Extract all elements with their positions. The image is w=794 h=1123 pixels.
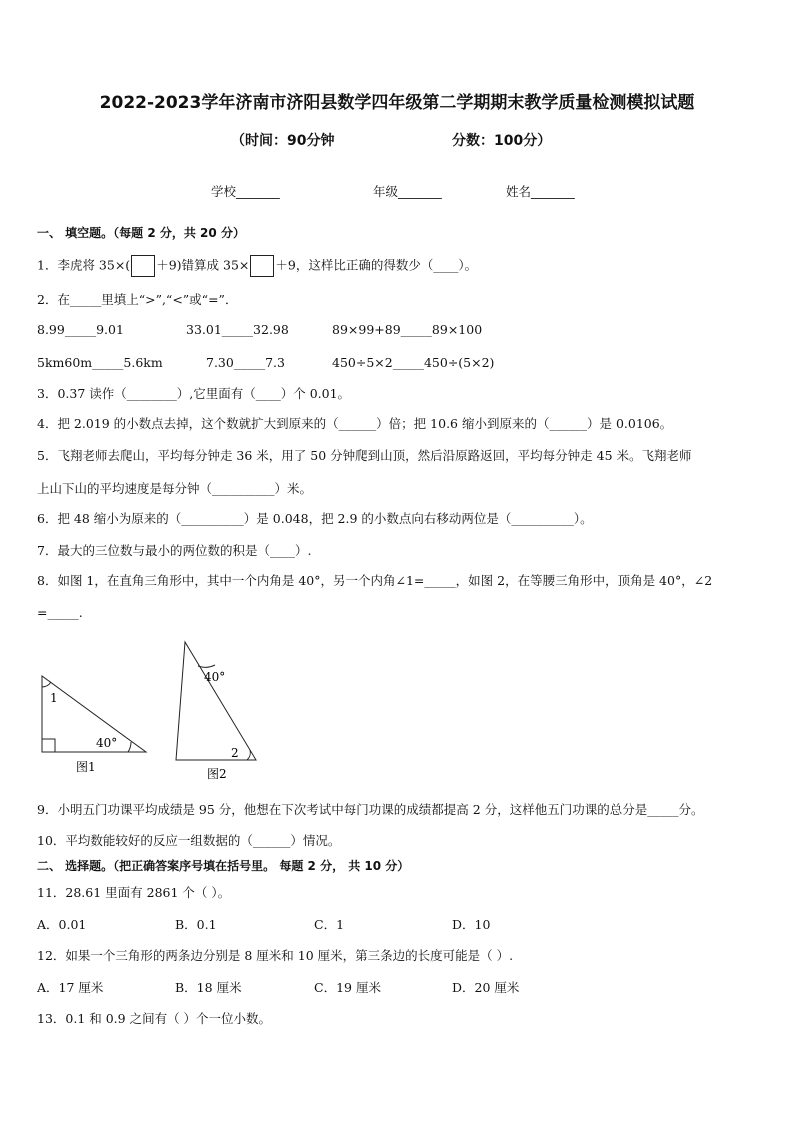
question-11: 11．28.61 里面有 2861 个（ ）。	[37, 885, 231, 900]
question-10: 10．平均数能较好的反应一组数据的（______）情况。	[37, 833, 341, 848]
angle-2-arc	[247, 750, 250, 760]
q2-item: 8.99_____9.01	[37, 322, 124, 337]
right-angle-mark	[42, 739, 55, 752]
exam-score: 分数：100分）	[452, 133, 552, 149]
question-2: 2．在_____里填上“>”,“<”或“=”．	[37, 292, 238, 307]
question-6: 6．把 48 缩小为原来的（__________）是 0.048，把 2.9 的小数点向右移动两位是（__________）。	[37, 511, 593, 526]
figure-1-right-triangle	[42, 676, 146, 774]
school-field: 学校_______	[211, 184, 280, 199]
right-triangle-shape	[42, 676, 146, 752]
q12-option-b: B．18 厘米	[175, 980, 242, 995]
q2-item: 33.01_____32.98	[186, 322, 289, 337]
question-13: 13．0.1 和 0.9 之间有（ ）个一位小数。	[37, 1011, 272, 1026]
question-12: 12．如果一个三角形的两条边分别是 8 厘米和 10 厘米，第三条边的长度可能是（ ）.	[37, 948, 514, 963]
section1-heading: 一、 填空题。（每题 2 分，共 20 分）	[37, 226, 245, 240]
q2-item: 450÷5×2_____450÷(5×2)	[332, 355, 495, 370]
figure-2-isosceles-triangle	[176, 642, 256, 781]
apex-angle-label: 40°	[204, 670, 226, 684]
exam-time: （时间：90分钟	[231, 133, 335, 149]
q12-option-a: A．17 厘米	[37, 980, 104, 995]
question-5-line1: 5．飞翔老师去爬山，平均每分钟走 36 米，用了 50 分钟爬到山顶，然后沿原路返回，平均每分钟走 45 米。飞翔老师	[37, 448, 692, 463]
question-4: 4．把 2.019 的小数点去掉，这个数就扩大到原来的（______）倍；把 10.6 缩小到原来的（______）是 0.0106。	[37, 416, 673, 431]
q11-option-d: D．10	[452, 917, 491, 932]
question-1	[37, 255, 477, 277]
q1-part-b: ＋9)错算成 35×	[156, 257, 250, 273]
angle-1-label: 1	[50, 691, 58, 705]
q2-item: 5km60m_____5.6km	[37, 355, 163, 370]
angle-40-label: 40°	[96, 736, 118, 750]
q11-option-b: B．0.1	[175, 917, 217, 932]
angle-1-arc	[42, 682, 51, 687]
triangle-figures	[30, 636, 280, 786]
q1-part-c: ＋9，这样比正确的得数少（____）。	[275, 257, 478, 273]
question-9: 9．小明五门功课平均成绩是 95 分，他想在下次考试中每门功课的成绩都提高 2 分，这样他五门功课的总分是_____分。	[37, 802, 704, 817]
question-5-line2: 上山下山的平均速度是每分钟（__________）米。	[37, 481, 313, 496]
question-7: 7．最大的三位数与最小的两位数的积是（____）.	[37, 543, 312, 558]
question-8-line2: =_____.	[37, 605, 83, 620]
blank-box	[131, 255, 155, 277]
exam-title: 2022-2023学年济南市济阳县数学四年级第二学期期末教学质量检测模拟试题	[99, 93, 695, 113]
q11-option-c: C．1	[314, 917, 345, 932]
name-field: 姓名_______	[506, 184, 575, 199]
isosceles-triangle-shape	[176, 642, 256, 760]
question-8-line1: 8．如图 1，在直角三角形中，其中一个内角是 40°，另一个内角∠1=_____，如图 2，在等腰三角形中，顶角是 40°，∠2	[37, 573, 713, 588]
q11-option-a: A．0.01	[37, 917, 87, 932]
q1-part-a: 1．李虎将 35×(	[37, 257, 131, 273]
q12-option-c: C．19 厘米	[314, 980, 381, 995]
blank-box	[250, 255, 274, 277]
grade-field: 年级_______	[373, 184, 442, 199]
figure-2-caption: 图2	[207, 767, 227, 781]
q12-option-d: D．20 厘米	[452, 980, 520, 995]
q2-item: 89×99+89_____89×100	[332, 322, 483, 337]
angle-40-arc	[128, 742, 131, 752]
figure-1-caption: 图1	[76, 760, 96, 774]
q2-item: 7.30_____7.3	[206, 355, 285, 370]
question-3: 3．0.37 读作（________）,它里面有（____）个 0.01。	[37, 386, 351, 401]
apex-angle-arc	[198, 665, 215, 667]
section2-heading: 二、 选择题。（把正确答案序号填在括号里。 每题 2 分， 共 10 分）	[37, 859, 410, 873]
angle-2-label: 2	[231, 746, 239, 760]
